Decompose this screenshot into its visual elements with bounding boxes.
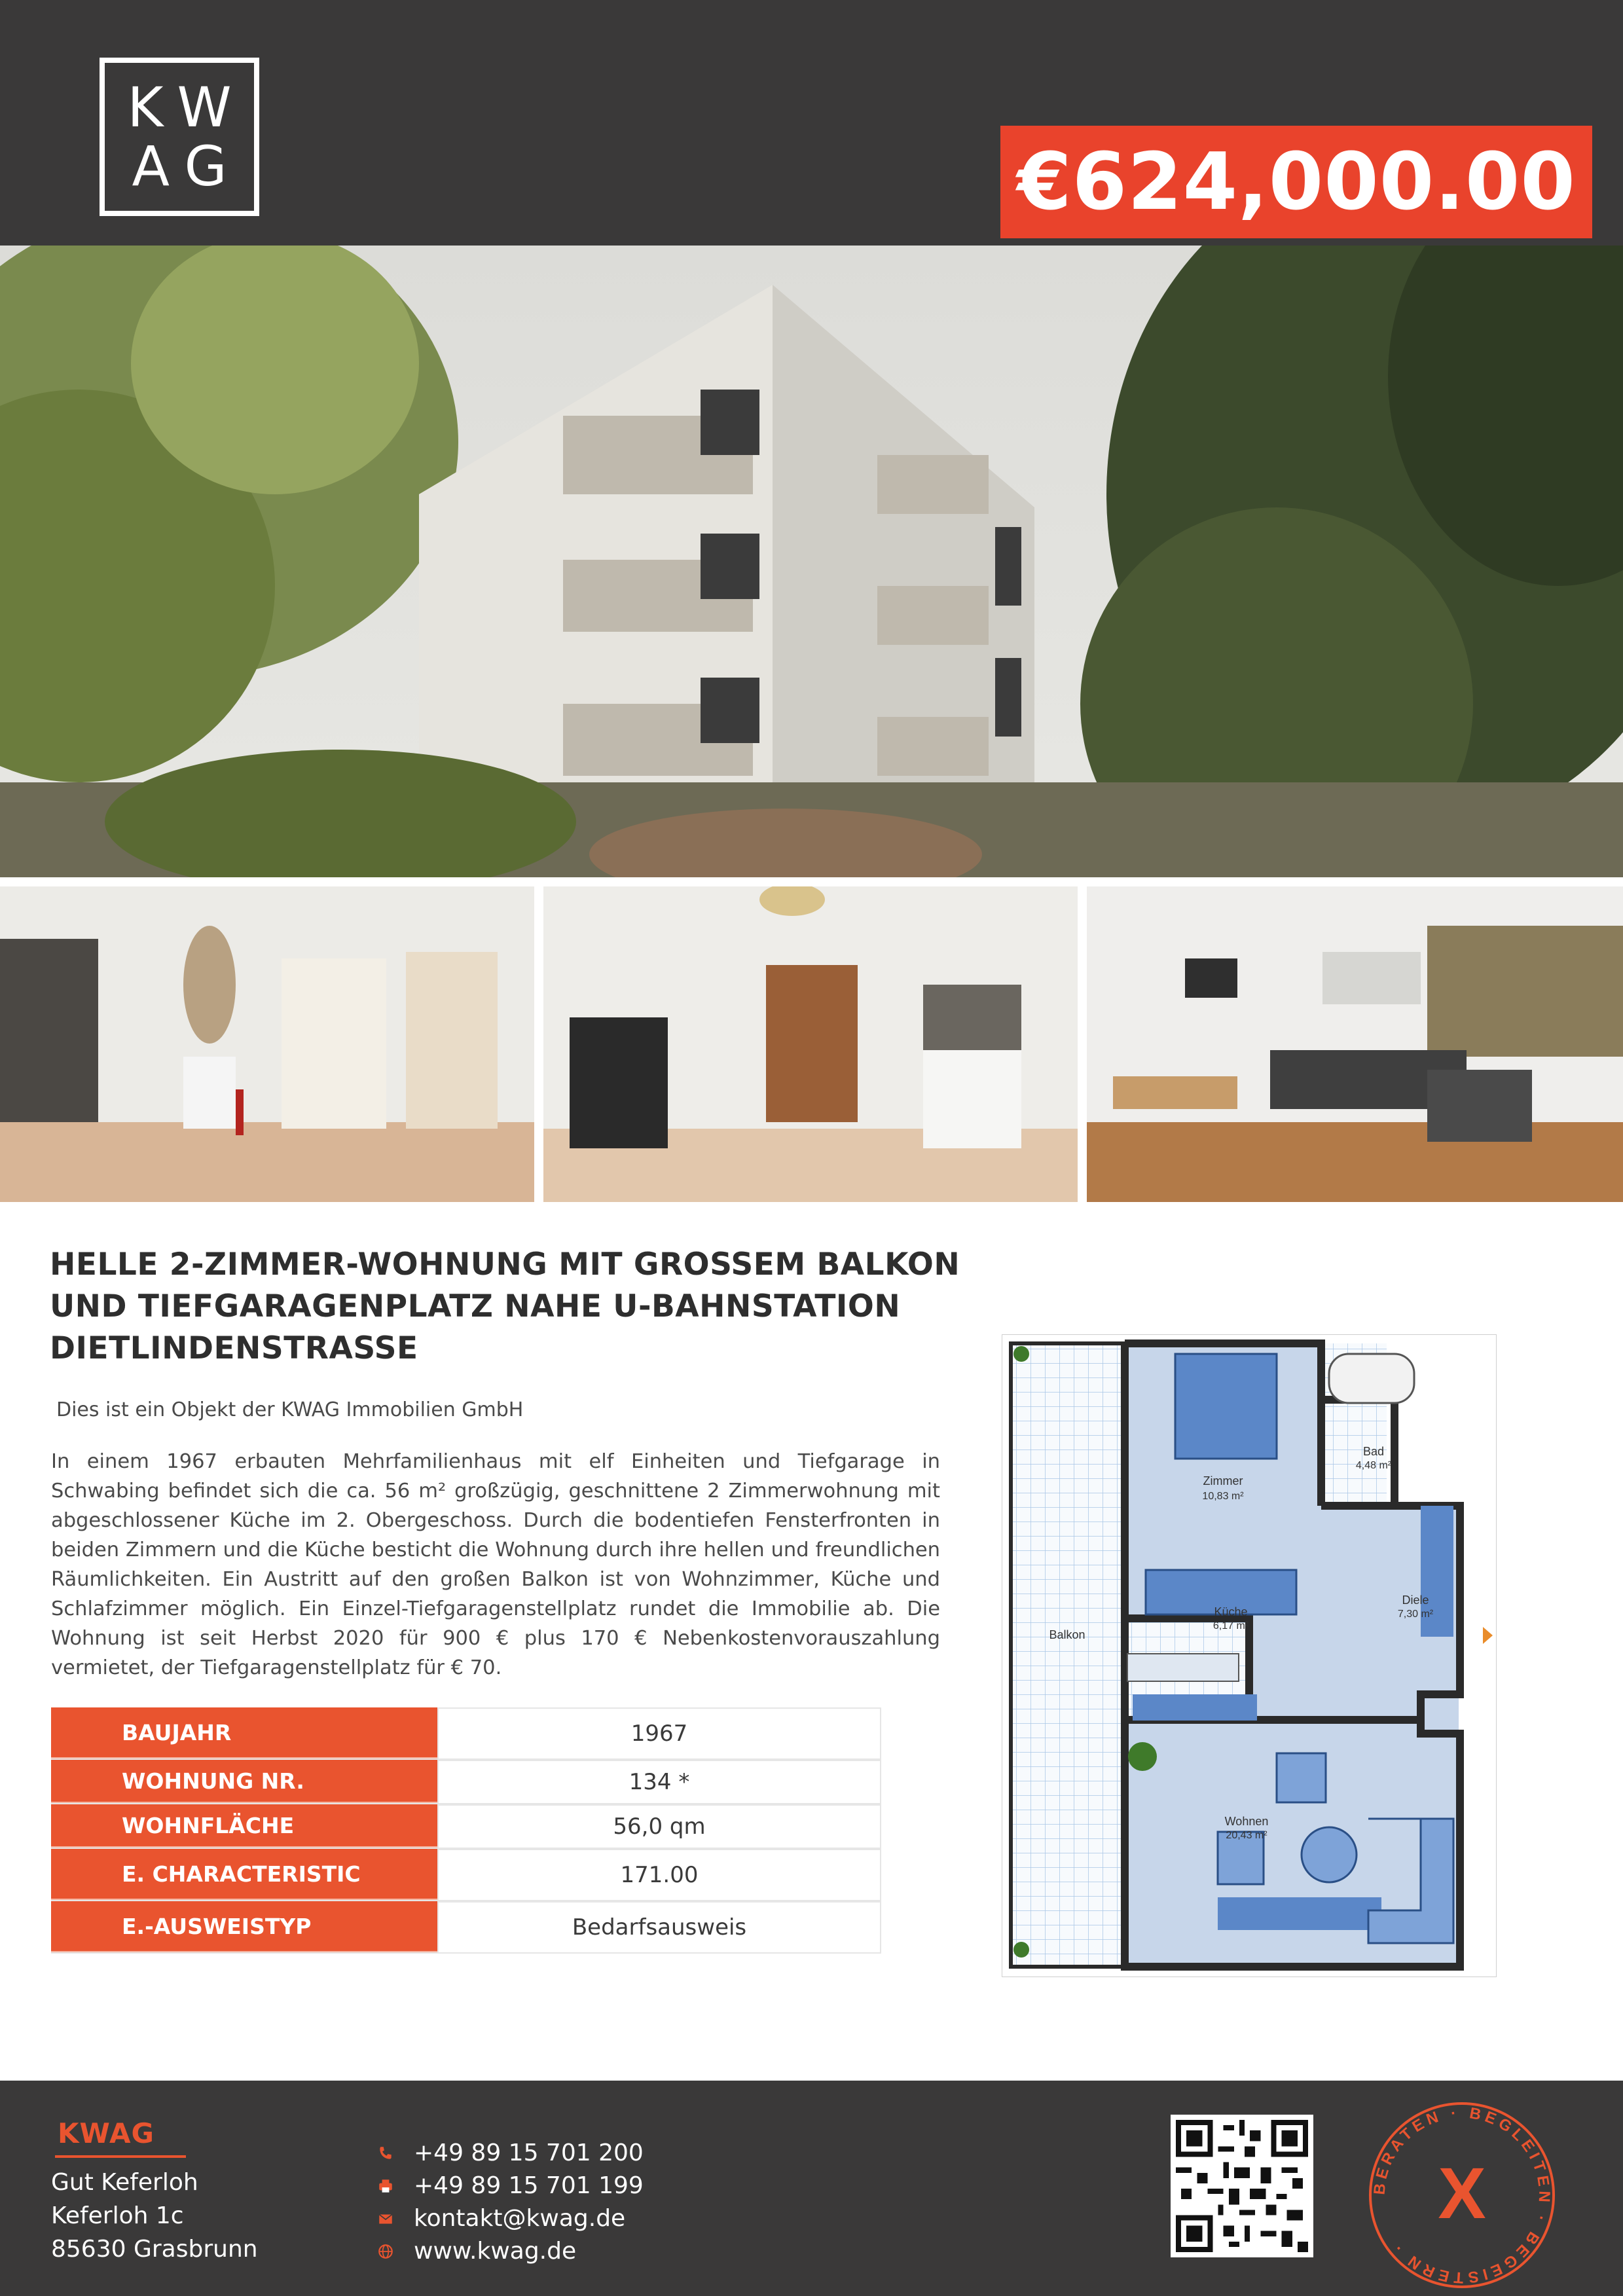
footer-contact bbox=[377, 2137, 644, 2268]
photo-entrance bbox=[543, 886, 1078, 1202]
email-icon bbox=[377, 2210, 414, 2227]
globe-icon bbox=[377, 2243, 414, 2260]
address-line-3: 85630 Grasbrunn bbox=[51, 2236, 258, 2263]
facts-label: WOHNUNG NR. bbox=[51, 1760, 437, 1803]
footer-brand: KWAG bbox=[58, 2117, 155, 2149]
contact-fax-row[interactable] bbox=[377, 2170, 644, 2202]
room-area-kueche: 6,17 m² bbox=[1213, 1620, 1249, 1631]
address-line-2: Keferloh 1c bbox=[51, 2202, 184, 2229]
facts-row bbox=[51, 1849, 881, 1901]
facts-value: 1967 bbox=[437, 1707, 881, 1758]
logo-line-2: AG bbox=[132, 134, 243, 198]
title-line-1: HELLE 2-ZIMMER-WOHNUNG MIT GROSSEM BALKON bbox=[50, 1247, 960, 1283]
facts-label: E. CHARACTERISTIC bbox=[51, 1849, 437, 1900]
room-area-diele: 7,30 m² bbox=[1397, 1609, 1434, 1620]
listing-description: In einem 1967 erbauten Mehrfamilienhaus mit elf Einheiten und Tiefgarage in Schwabing befindet sich die ca. 56 m² großzügig, geschnittene 2 Zimmerwohnung mit abgeschlossener Küche im 2. Obergeschoss. Durch die bodentiefen Fensterfronten in beiden Zimmern und die Küche besticht die Wohnung durch ihre hellen und freundlichen Räumlichkeiten. Ein Austritt auf den großen Balkon ist von Wohnzimmer, Küche und Schlafzimmer möglich. Ein Einzel-Tiefgaragenstellplatz rundet die Immobilie ab. Die Wohnung ist seit Herbst 2020 für 900 € plus 170 € Nebenkostenvorauszahlung vermietet, der Tiefgaragenstellplatz für € 70. bbox=[51, 1450, 940, 1679]
phone-icon bbox=[377, 2145, 414, 2162]
fax-number: +49 89 15 701 199 bbox=[414, 2172, 644, 2199]
hero-building-photo bbox=[0, 246, 1623, 877]
footer-brand-underline bbox=[55, 2155, 186, 2158]
facts-row bbox=[51, 1760, 881, 1804]
title-line-3: DIETLINDENSTRASSE bbox=[50, 1330, 418, 1366]
contact-web-row[interactable] bbox=[377, 2235, 644, 2268]
contact-email-row[interactable] bbox=[377, 2202, 644, 2235]
price-badge bbox=[1000, 126, 1592, 238]
facts-value: 56,0 qm bbox=[437, 1804, 881, 1848]
room-area-wohnen: 20,43 m² bbox=[1226, 1830, 1267, 1841]
logo-line-1: KW bbox=[127, 75, 247, 139]
facts-table bbox=[51, 1707, 881, 1954]
price: €624,000.00 bbox=[1017, 136, 1576, 228]
title-line-2: UND TIEFGARAGENPLATZ NAHE U-BAHNSTATION bbox=[50, 1288, 901, 1324]
photo-living-room bbox=[1087, 886, 1623, 1202]
photo-hallway bbox=[0, 886, 534, 1202]
listing-subtitle: Dies ist ein Objekt der KWAG Immobilien GmbH bbox=[56, 1398, 524, 1421]
room-label-bad: Bad bbox=[1362, 1445, 1385, 1458]
header-bar bbox=[0, 0, 1623, 246]
room-label-zimmer: Zimmer bbox=[1203, 1474, 1243, 1487]
seal-mark: X bbox=[1438, 2153, 1486, 2234]
room-label-kueche: Küche bbox=[1214, 1605, 1248, 1618]
facts-value: Bedarfsausweis bbox=[437, 1901, 881, 1952]
address-line-1: Gut Keferloh bbox=[51, 2169, 198, 2196]
facts-row bbox=[51, 1901, 881, 1954]
brand-seal bbox=[1367, 2100, 1557, 2290]
facts-value: 134 * bbox=[437, 1760, 881, 1803]
floorplan bbox=[1002, 1334, 1497, 1977]
facts-row bbox=[51, 1707, 881, 1760]
contact-phone-row[interactable] bbox=[377, 2137, 644, 2170]
room-label-diele: Diele bbox=[1402, 1594, 1429, 1607]
facts-label: WOHNFLÄCHE bbox=[51, 1804, 437, 1848]
room-area-bad: 4,48 m² bbox=[1355, 1460, 1392, 1471]
website-url: www.kwag.de bbox=[414, 2238, 577, 2265]
facts-label: BAUJAHR bbox=[51, 1707, 437, 1758]
listing-title bbox=[50, 1244, 979, 1370]
room-label-balkon: Balkon bbox=[1049, 1628, 1085, 1641]
qr-code[interactable] bbox=[1171, 2115, 1313, 2257]
phone-number: +49 89 15 701 200 bbox=[414, 2140, 644, 2166]
facts-row bbox=[51, 1804, 881, 1849]
facts-label: E.-AUSWEISTYP bbox=[51, 1901, 437, 1952]
footer-address bbox=[51, 2166, 258, 2266]
room-label-wohnen: Wohnen bbox=[1224, 1815, 1269, 1828]
fax-icon bbox=[377, 2178, 414, 2195]
seal-text: BERATEN · BEGLEITEN · BEGEISTERN · bbox=[1370, 2104, 1554, 2287]
facts-value: 171.00 bbox=[437, 1849, 881, 1900]
kwag-logo[interactable] bbox=[100, 58, 259, 216]
room-area-zimmer: 10,83 m² bbox=[1202, 1491, 1244, 1502]
email-address: kontakt@kwag.de bbox=[414, 2205, 626, 2232]
